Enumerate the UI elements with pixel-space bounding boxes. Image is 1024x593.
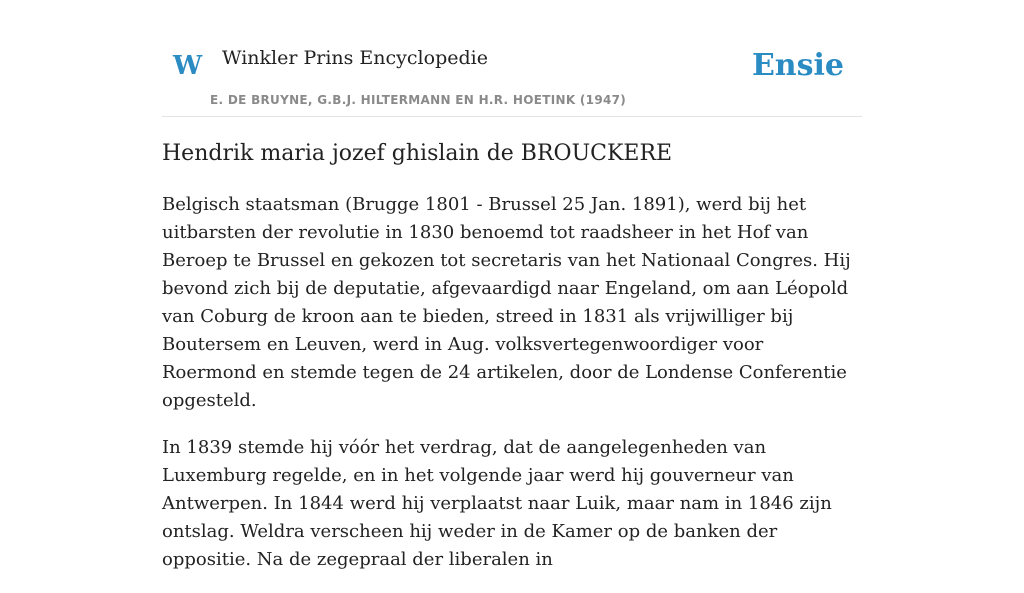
article-paragraph: Belgisch staatsman (Brugge 1801 - Brussel 25 Jan. 1891), werd bij het uitbarsten der revolutie in 1830 benoemd tot raadsheer in het Hof van Beroep te Brussel en gekozen tot secretaris van het Nationaal Congres. Hij bevond zich bij de deputatie, afgevaardigd naar Engeland, om aan Léopold van Coburg de kroon aan te bieden, streed in 1831 als vrijwilliger bij Boutersem en Leuven, werd in Aug. volksvertegenwoordiger voor Roermond en stemde tegen de 24 artikelen, door de Londense Conferentie opgesteld. xyxy=(162,193,851,411)
article xyxy=(162,140,862,593)
source-header xyxy=(162,36,862,117)
winkler-prins-logo[interactable]: W xyxy=(173,51,203,81)
article-title: Hendrik maria jozef ghislain de BROUCKERE xyxy=(162,141,673,166)
source-title[interactable]: Winkler Prins Encyclopedie xyxy=(222,47,488,69)
article-paragraph: In 1839 stemde hij vóór het verdrag, dat de aangelegenheden van Luxemburg regelde, en in het volgende jaar werd hij gouverneur van Antwerpen. In 1844 werd hij verplaatst naar Luik, maar nam in 1846 zijn ontslag. Weldra verscheen hij weder in de Kamer op de banken der oppositie. Na de zegepraal der liberalen in xyxy=(162,436,832,570)
ensie-logo[interactable]: Ensie xyxy=(751,48,844,83)
source-authors: E. DE BRUYNE, G.B.J. HILTERMANN EN H.R. HOETINK (1947) xyxy=(210,93,627,107)
